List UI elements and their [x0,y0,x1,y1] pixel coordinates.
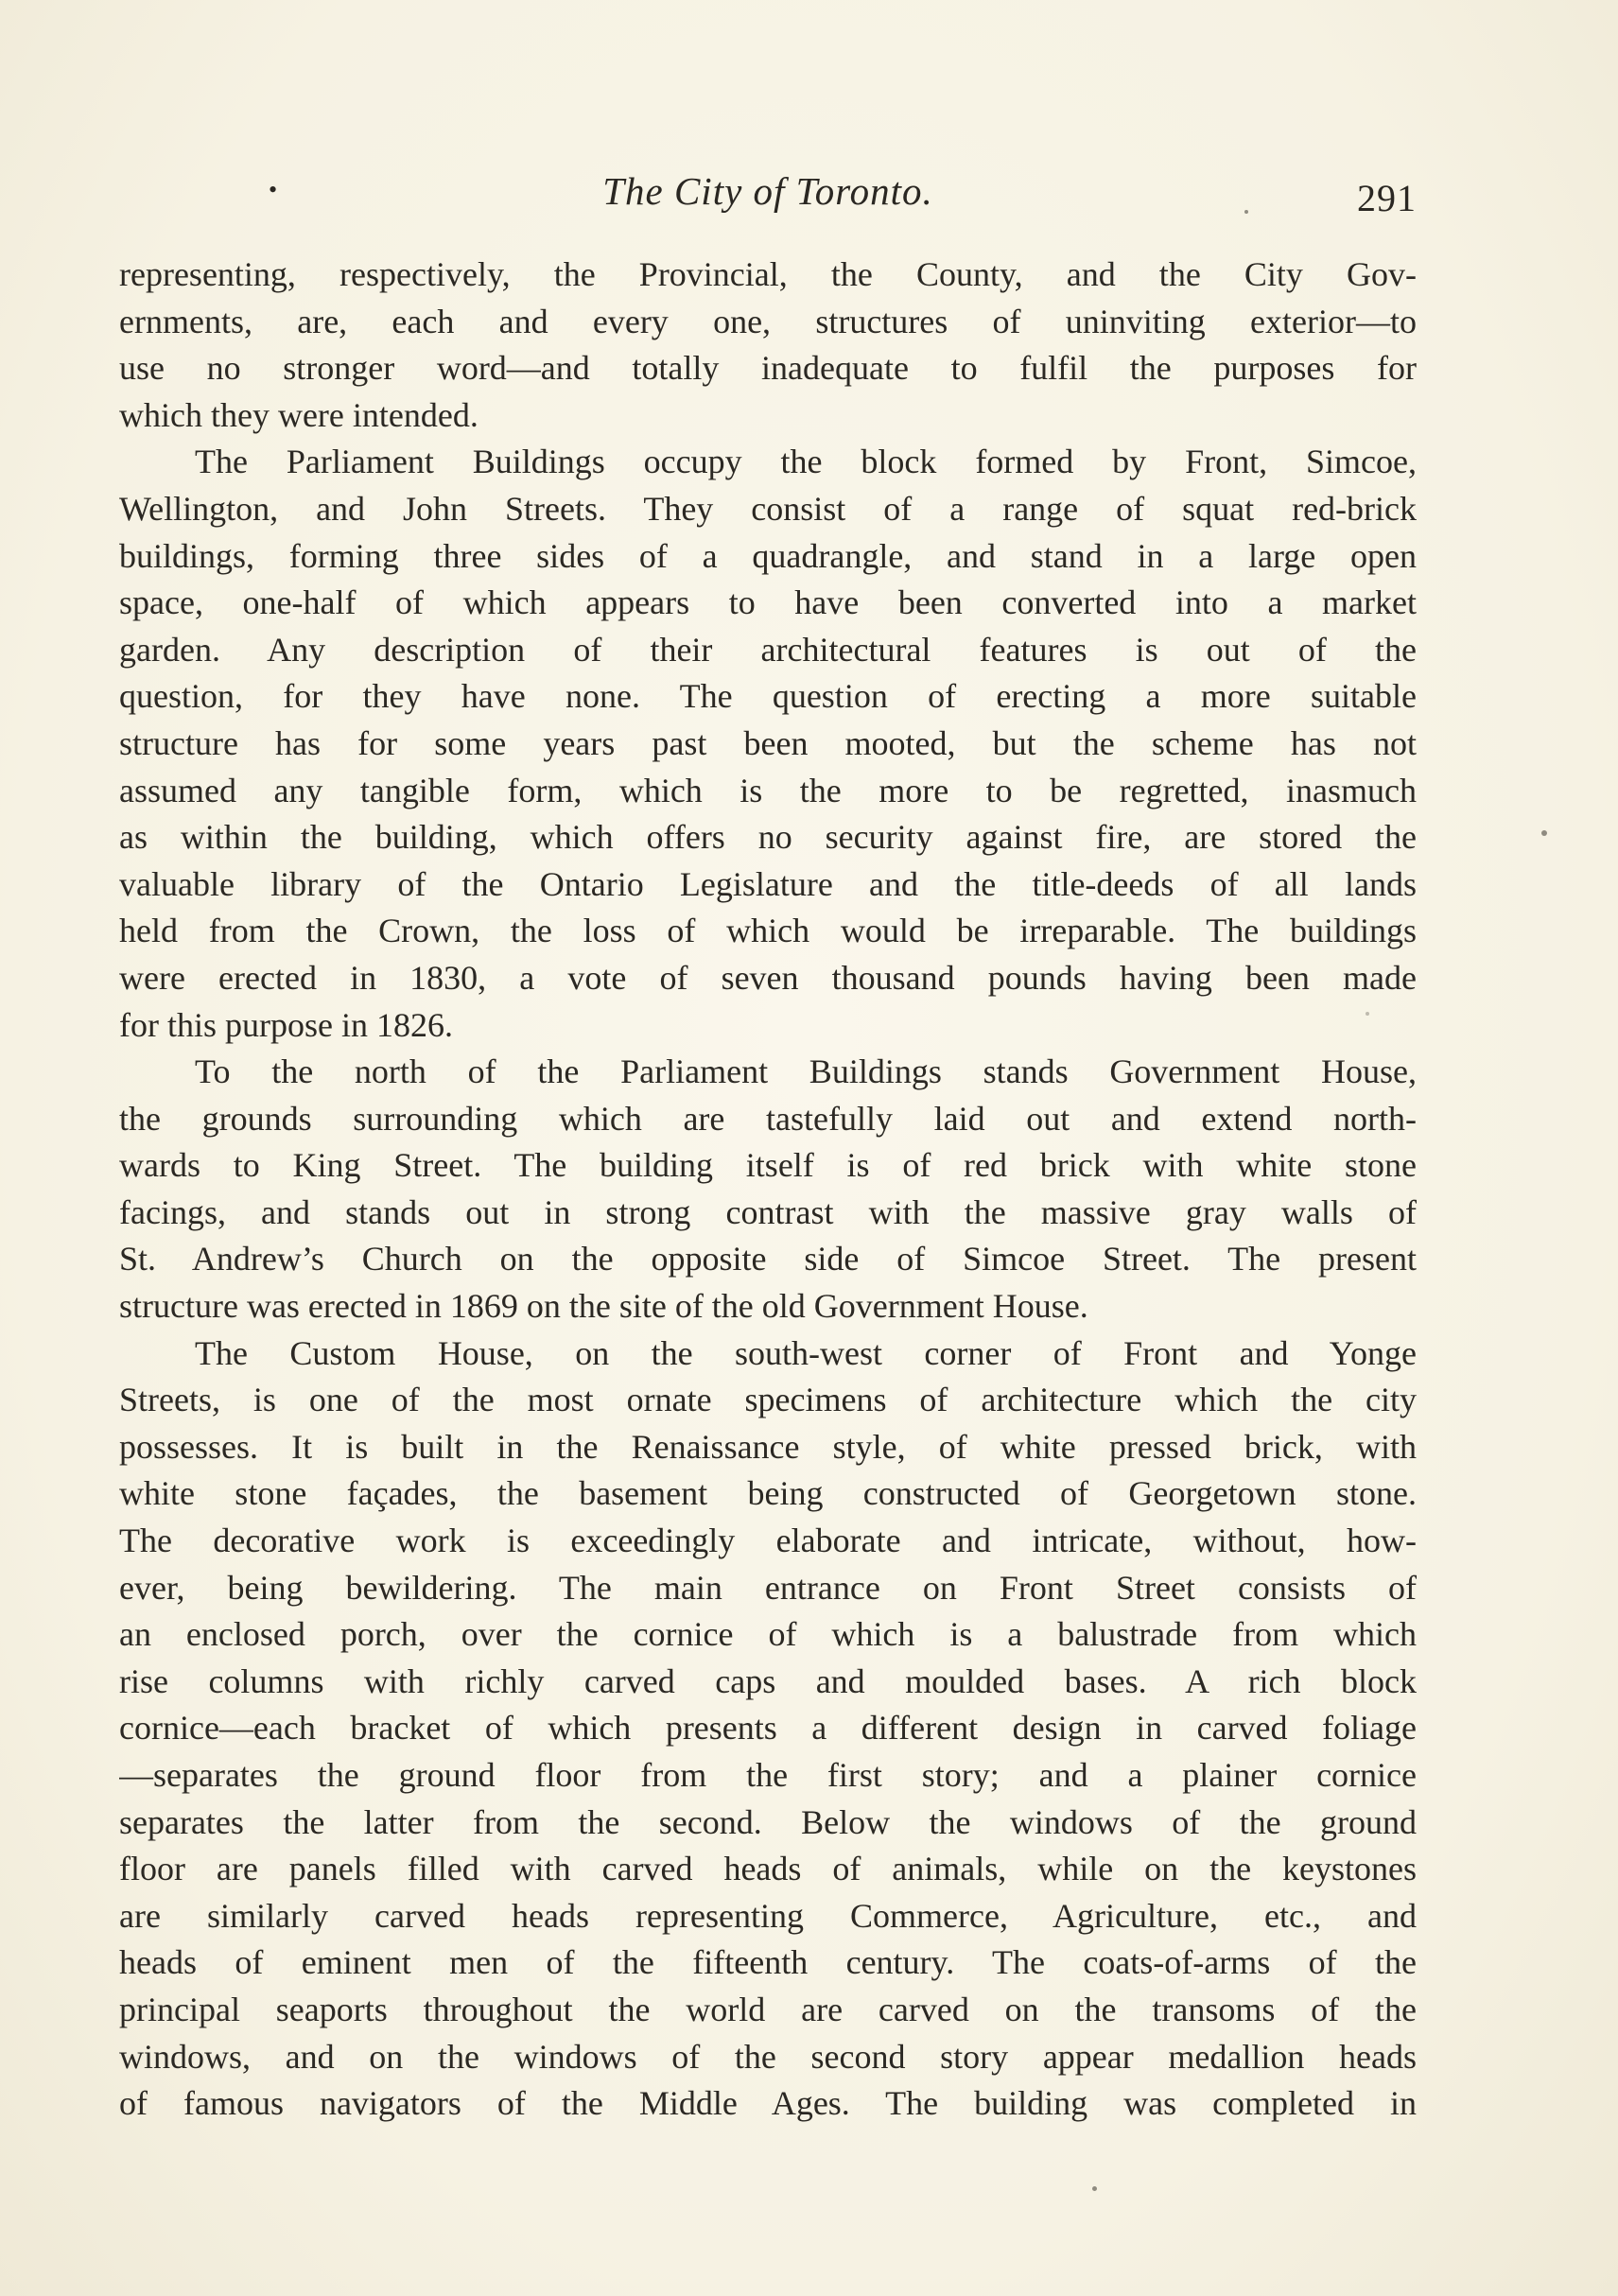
text-line: heads of eminent men of the fifteenth century. The coats-of-arms of the [119,1943,1417,1982]
paper-speck [1541,830,1547,836]
text-line: floor are panels filled with carved heads of animals, while on the keystones [119,1850,1417,1888]
text-line: space, one-half of which appears to have been converted into a market [119,583,1417,622]
page-number: 291 [1357,177,1417,219]
text-line: rise columns with richly carved caps and moulded bases. A rich block [119,1661,1417,1700]
text-line: The Parliament Buildings occupy the block formed by Front, Simcoe, [195,443,1417,481]
text-line: principal seaports throughout the world are carved on the transoms of the [119,1990,1417,2028]
text-line: facings, and stands out in strong contrast with the massive gray walls of [119,1192,1417,1231]
text-line: separates the latter from the second. Below the windows of the ground [119,1802,1417,1841]
text-line: structure has for some years past been mooted, but the scheme has not [119,723,1417,762]
text-line: Streets, is one of the most ornate specimens of architecture which the city [119,1381,1417,1419]
text-line: are similarly carved heads representing Commerce, Agriculture, etc., and [119,1896,1417,1935]
text-line: To the north of the Parliament Buildings stands Government House, [195,1052,1417,1091]
text-line: for this purpose in 1826. [119,1005,453,1044]
text-line: ernments, are, each and every one, structures of uninviting exterior—to [119,302,1417,340]
text-line: an enclosed porch, over the cornice of which is a balustrade from which [119,1615,1417,1654]
text-line: garden. Any description of their architectural features is out of the [119,630,1417,669]
text-line: the grounds surrounding which are tastefully laid out and extend north- [119,1099,1417,1138]
text-line: Wellington, and John Streets. They consist of a range of squat red-brick [119,489,1417,528]
text-line: structure was erected in 1869 on the site of the old Government House. [119,1287,1088,1326]
text-line: buildings, forming three sides of a quadrangle, and stand in a large open [119,536,1417,575]
text-line: windows, and on the windows of the second story appear medallion heads [119,2037,1417,2076]
paper-speck [1244,210,1248,214]
text-line: as within the building, which offers no security against fire, are stored the [119,818,1417,857]
printer-mark: • [269,176,278,203]
running-title: The City of Toronto. [602,169,933,213]
page-header [119,168,1417,225]
text-line: The Custom House, on the south-west corner of Front and Yonge [195,1333,1417,1372]
text-line: were erected in 1830, a vote of seven thousand pounds having been made [119,958,1417,997]
paper-speck [1092,2186,1097,2191]
text-line: The decorative work is exceedingly elaborate and intricate, without, how- [119,1522,1417,1560]
text-line: cornice—each bracket of which presents a different design in carved foliage [119,1709,1417,1748]
text-line: possesses. It is built in the Renaissance style, of white pressed brick, with [119,1427,1417,1466]
text-line: ever, being bewildering. The main entrance on Front Street consists of [119,1568,1417,1607]
text-line: wards to King Street. The building itself is of red brick with white stone [119,1146,1417,1185]
text-line: white stone façades, the basement being constructed of Georgetown stone. [119,1474,1417,1513]
text-line: valuable library of the Ontario Legislature and the title-deeds of all lands [119,864,1417,903]
text-line: which they were intended. [119,395,478,434]
text-line: St. Andrew’s Church on the opposite side of Simcoe Street. The present [119,1240,1417,1278]
text-line: question, for they have none. The question of erecting a more suitable [119,677,1417,716]
text-line: held from the Crown, the loss of which would be irreparable. The buildings [119,912,1417,950]
text-line: of famous navigators of the Middle Ages. The building was completed in [119,2084,1417,2123]
body-text [119,252,1417,2128]
text-line: —separates the ground floor from the first story; and a plainer cornice [119,1756,1417,1794]
text-line: assumed any tangible form, which is the more to be regretted, inasmuch [119,771,1417,809]
paper-speck [1366,1012,1369,1016]
text-line: representing, respectively, the Provincial, the County, and the City Gov- [119,255,1417,293]
text-line: use no stronger word—and totally inadequate to fulfil the purposes for [119,349,1417,388]
